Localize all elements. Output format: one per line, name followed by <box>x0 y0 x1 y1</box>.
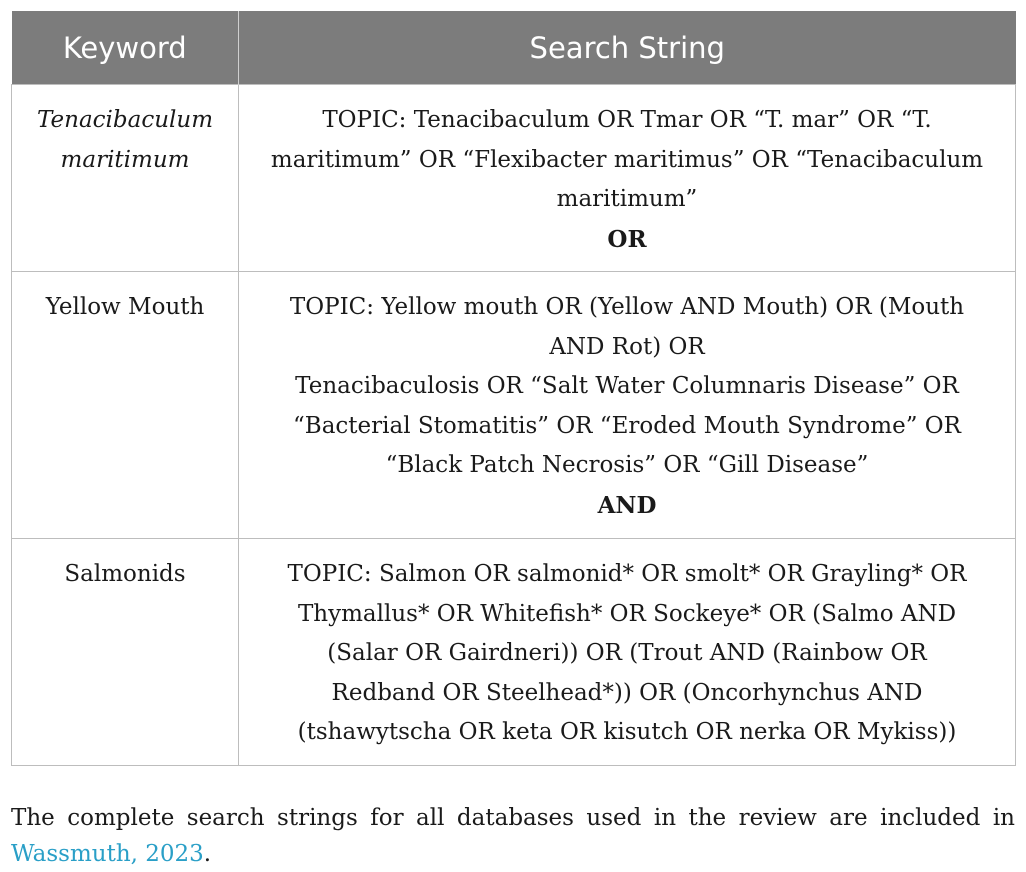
search-line: TOPIC: Salmon OR salmonid* OR smolt* OR Grayling* OR <box>287 561 967 587</box>
table-footnote <box>11 800 1015 872</box>
search-line: maritimum” <box>556 186 698 212</box>
footnote-end: . <box>203 841 212 867</box>
search-string-cell <box>239 85 1016 272</box>
search-line: (tshawytscha OR keta OR kisutch OR nerka OR Mykiss)) <box>297 719 957 745</box>
search-line: TOPIC: Yellow mouth OR (Yellow AND Mouth) OR (Mouth <box>289 294 965 320</box>
boolean-operator: OR <box>607 225 647 253</box>
search-strings-table-container <box>11 11 1015 766</box>
table-row <box>12 85 1016 272</box>
keyword-cell <box>12 539 239 766</box>
keyword-line: Salmonids <box>64 561 186 587</box>
header-search-string: Search String <box>239 11 1016 85</box>
search-line: Tenacibaculosis OR “Salt Water Columnaris Disease” OR <box>295 373 959 399</box>
keyword-line: Tenacibaculum <box>36 107 214 133</box>
keyword-line: maritimum <box>60 146 190 173</box>
table-row <box>12 539 1016 766</box>
search-line: Redband OR Steelhead*)) OR (Oncorhynchus AND <box>331 679 923 706</box>
table-row <box>12 272 1016 539</box>
keyword-cell <box>12 85 239 272</box>
boolean-operator: AND <box>597 491 657 519</box>
table-header-row <box>12 11 1016 85</box>
search-line: “Bacterial Stomatitis” OR “Eroded Mouth Syndrome” OR <box>293 412 961 439</box>
keyword-cell <box>12 272 239 539</box>
search-line: maritimum” OR “Flexibacter maritimus” OR “Tenacibaculum <box>270 146 984 173</box>
search-line: TOPIC: Tenacibaculum OR Tmar OR “T. mar” OR “T. <box>322 107 932 133</box>
search-string-cell <box>239 272 1016 539</box>
search-string-cell <box>239 539 1016 766</box>
search-line: AND Rot) OR <box>549 333 705 360</box>
search-line: Thymallus* OR Whitefish* OR Sockeye* OR (Salmo AND <box>297 600 957 627</box>
search-line: (Salar OR Gairdneri)) OR (Trout AND (Rainbow OR <box>327 640 927 666</box>
search-line: “Black Patch Necrosis” OR “Gill Disease” <box>385 452 869 478</box>
footnote-text: The complete search strings for all databases used in the review are included in <box>11 805 1015 831</box>
keyword-line: Yellow Mouth <box>45 294 205 320</box>
header-keyword: Keyword <box>12 11 239 85</box>
citation-link[interactable]: Wassmuth, 2023 <box>11 841 204 867</box>
search-strings-table <box>11 11 1016 766</box>
